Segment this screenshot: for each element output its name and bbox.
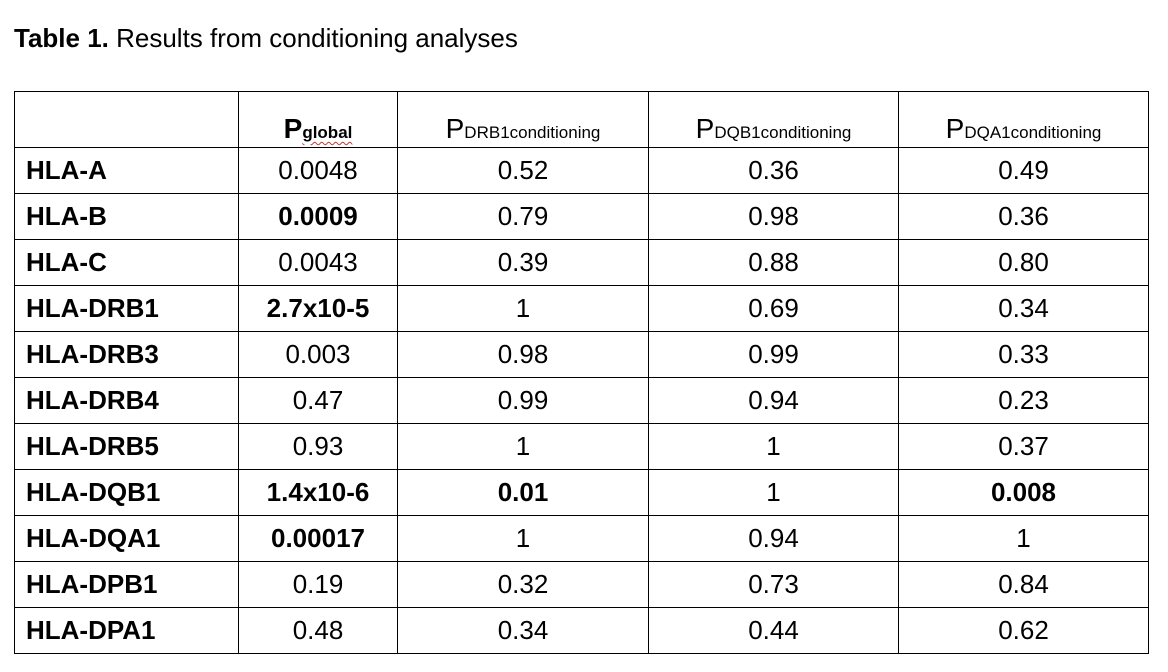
- value-cell: 0.37: [899, 424, 1149, 470]
- value-cell: 1: [649, 470, 899, 516]
- value-cell: 0.19: [239, 562, 398, 608]
- value-cell: 0.79: [398, 194, 649, 240]
- value-cell: 2.7x10-5: [239, 286, 398, 332]
- value-cell: 0.49: [899, 148, 1149, 194]
- row-label-cell: HLA-DRB3: [15, 332, 239, 378]
- header-subscript: global: [302, 123, 353, 142]
- caption-label: Table 1.: [14, 23, 109, 53]
- value-cell: 0.94: [649, 378, 899, 424]
- value-cell: 0.36: [649, 148, 899, 194]
- value-cell: 0.0048: [239, 148, 398, 194]
- table-row: [15, 240, 1149, 286]
- table-row: [15, 194, 1149, 240]
- value-cell: 0.0009: [239, 194, 398, 240]
- row-label-cell: HLA-DRB4: [15, 378, 239, 424]
- value-cell: 0.73: [649, 562, 899, 608]
- value-cell: 0.003: [239, 332, 398, 378]
- value-cell: 0.48: [239, 608, 398, 654]
- value-cell: 0.34: [398, 608, 649, 654]
- value-cell: 0.008: [899, 470, 1149, 516]
- table-caption: [14, 18, 518, 58]
- value-cell: 0.44: [649, 608, 899, 654]
- value-cell: 0.52: [398, 148, 649, 194]
- value-cell: 0.34: [899, 286, 1149, 332]
- header-subscript: DRB1conditioning: [464, 123, 601, 142]
- header-p-global: [239, 92, 398, 148]
- table-row: [15, 378, 1149, 424]
- value-cell: 1.4x10-6: [239, 470, 398, 516]
- row-label-cell: HLA-DQA1: [15, 516, 239, 562]
- value-cell: 0.98: [398, 332, 649, 378]
- table-row: [15, 424, 1149, 470]
- value-cell: 0.94: [649, 516, 899, 562]
- header-p-symbol: P: [283, 113, 303, 144]
- table-row: [15, 516, 1149, 562]
- row-label-cell: HLA-C: [15, 240, 239, 286]
- value-cell: 0.36: [899, 194, 1149, 240]
- header-subscript: DQB1conditioning: [714, 123, 852, 142]
- value-cell: 0.47: [239, 378, 398, 424]
- caption-text: Results from conditioning analyses: [108, 23, 518, 53]
- value-cell: 0.01: [398, 470, 649, 516]
- value-cell: 0.93: [239, 424, 398, 470]
- header-p-drb1-conditioning: [398, 92, 649, 148]
- header-p-symbol: P: [695, 113, 715, 144]
- header-corner-cell: [15, 92, 239, 148]
- value-cell: 0.80: [899, 240, 1149, 286]
- header-p-symbol: P: [945, 113, 965, 144]
- row-label-cell: HLA-DPB1: [15, 562, 239, 608]
- header-row: [15, 92, 1149, 148]
- value-cell: 1: [398, 424, 649, 470]
- header-p-symbol: P: [445, 113, 465, 144]
- header-p-dqb1-conditioning: [649, 92, 899, 148]
- value-cell: 0.0043: [239, 240, 398, 286]
- table-row: [15, 286, 1149, 332]
- row-label-cell: HLA-DRB5: [15, 424, 239, 470]
- value-cell: 1: [899, 516, 1149, 562]
- value-cell: 0.62: [899, 608, 1149, 654]
- table-row: [15, 470, 1149, 516]
- value-cell: 1: [398, 286, 649, 332]
- value-cell: 0.32: [398, 562, 649, 608]
- results-table: [14, 91, 1149, 654]
- row-label-cell: HLA-DPA1: [15, 608, 239, 654]
- value-cell: 0.00017: [239, 516, 398, 562]
- row-label-cell: HLA-B: [15, 194, 239, 240]
- value-cell: 0.88: [649, 240, 899, 286]
- value-cell: 1: [398, 516, 649, 562]
- value-cell: 0.23: [899, 378, 1149, 424]
- row-label-cell: HLA-DRB1: [15, 286, 239, 332]
- header-subscript: DQA1conditioning: [964, 123, 1102, 142]
- value-cell: 0.84: [899, 562, 1149, 608]
- value-cell: 0.99: [398, 378, 649, 424]
- value-cell: 0.99: [649, 332, 899, 378]
- value-cell: 0.39: [398, 240, 649, 286]
- table-body: [15, 148, 1149, 654]
- row-label-cell: HLA-A: [15, 148, 239, 194]
- table-row: [15, 332, 1149, 378]
- value-cell: 0.69: [649, 286, 899, 332]
- table-row: [15, 148, 1149, 194]
- table-row: [15, 608, 1149, 654]
- row-label-cell: HLA-DQB1: [15, 470, 239, 516]
- header-p-dqa1-conditioning: [899, 92, 1149, 148]
- table-row: [15, 562, 1149, 608]
- value-cell: 1: [649, 424, 899, 470]
- value-cell: 0.33: [899, 332, 1149, 378]
- value-cell: 0.98: [649, 194, 899, 240]
